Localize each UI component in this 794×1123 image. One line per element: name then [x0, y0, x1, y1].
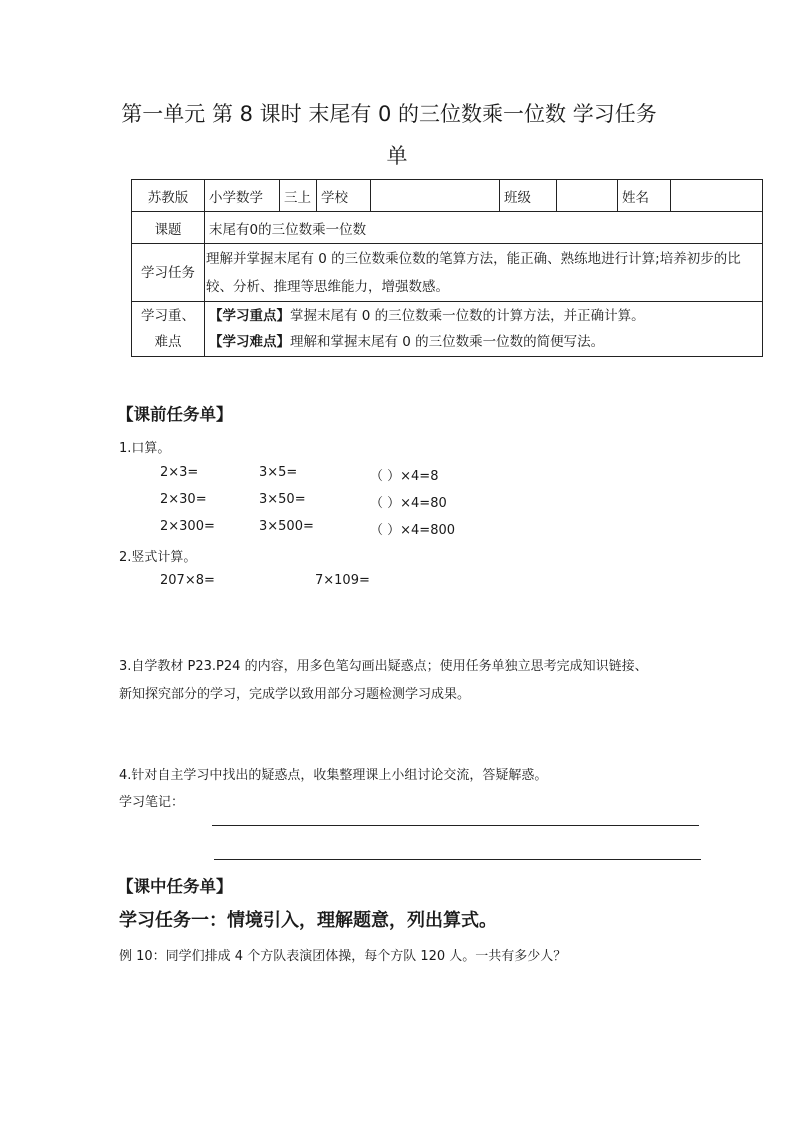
document-title-line-2: 单	[386, 144, 408, 168]
topic-value-cell: 末尾有0的三位数乘一位数	[205, 212, 763, 244]
key-point-text: 掌握末尾有 0 的三位数乘一位数的计算方法，并正确计算。	[290, 308, 645, 324]
pre-class-heading: 【课前任务单】	[117, 405, 233, 424]
mental-math-item: 3×500=	[259, 519, 314, 534]
focus-value-cell	[205, 302, 763, 357]
publisher-cell: 苏教版	[132, 180, 205, 212]
in-class-heading: 【课中任务单】	[117, 877, 233, 896]
table-row	[132, 244, 763, 302]
class-label-cell: 班级	[500, 180, 557, 212]
focus-label-line-1: 学习重、	[141, 308, 195, 324]
notes-blank-line[interactable]	[214, 859, 701, 860]
mental-math-item: （ ）×4=80	[370, 496, 447, 511]
name-label-cell: 姓名	[618, 180, 671, 212]
document-title-line-1: 第一单元 第 8 课时 末尾有 0 的三位数乘一位数 学习任务	[121, 102, 657, 126]
topic-label-cell: 课题	[132, 212, 205, 244]
notes-label: 学习笔记：	[119, 795, 185, 810]
school-value-cell[interactable]	[371, 180, 500, 212]
focus-label-line-2: 难点	[154, 334, 182, 350]
name-value-cell[interactable]	[671, 180, 763, 212]
question-3-line-2: 新知探究部分的学习，完成学以致用部分习题检测学习成果。	[119, 687, 471, 702]
vertical-calc-item: 207×8=	[160, 573, 215, 588]
difficulty-text: 理解和掌握末尾有 0 的三位数乘一位数的简便写法。	[290, 334, 605, 350]
mental-math-item: 2×30=	[160, 492, 207, 507]
class-value-cell[interactable]	[557, 180, 618, 212]
table-row	[132, 180, 763, 212]
question-2-label: 2.竖式计算。	[119, 550, 197, 565]
mental-math-item: 3×50=	[259, 492, 306, 507]
subject-cell: 小学数学	[205, 180, 280, 212]
table-row	[132, 212, 763, 244]
lesson-info-table	[131, 179, 763, 357]
task-label-cell: 学习任务	[132, 244, 205, 302]
key-point-tag: 【学习重点】	[209, 308, 290, 324]
mental-math-item: 2×300=	[160, 519, 215, 534]
focus-label-cell	[132, 302, 205, 357]
mental-math-item: （ ）×4=800	[370, 523, 456, 538]
mental-math-item: （ ）×4=8	[370, 469, 439, 484]
task-value-cell: 理解并掌握末尾有 0 的三位数乘位数的笔算方法，能正确、熟练地进行计算;培养初步的比较、分析、推理等思维能力，增强数感。	[205, 244, 763, 302]
grade-cell: 三上	[280, 180, 317, 212]
task-1-title: 学习任务一：情境引入，理解题意，列出算式。	[119, 910, 497, 931]
mental-math-item: 2×3=	[160, 465, 199, 480]
table-row	[132, 302, 763, 357]
question-3-line-1: 3.自学教材 P23.P24 的内容，用多色笔勾画出疑惑点；使用任务单独立思考完成知识链接、	[119, 659, 648, 674]
example-10-text: 例 10：同学们排成 4 个方队表演团体操，每个方队 120 人。一共有多少人？	[119, 949, 567, 964]
school-label-cell: 学校	[317, 180, 371, 212]
question-4-line-1: 4.针对自主学习中找出的疑惑点，收集整理课上小组讨论交流，答疑解惑。	[119, 768, 548, 783]
difficulty-tag: 【学习难点】	[209, 334, 290, 350]
question-1-label: 1.口算。	[119, 441, 171, 456]
notes-blank-line[interactable]	[212, 825, 699, 826]
mental-math-item: 3×5=	[259, 465, 298, 480]
vertical-calc-item: 7×109=	[315, 573, 370, 588]
